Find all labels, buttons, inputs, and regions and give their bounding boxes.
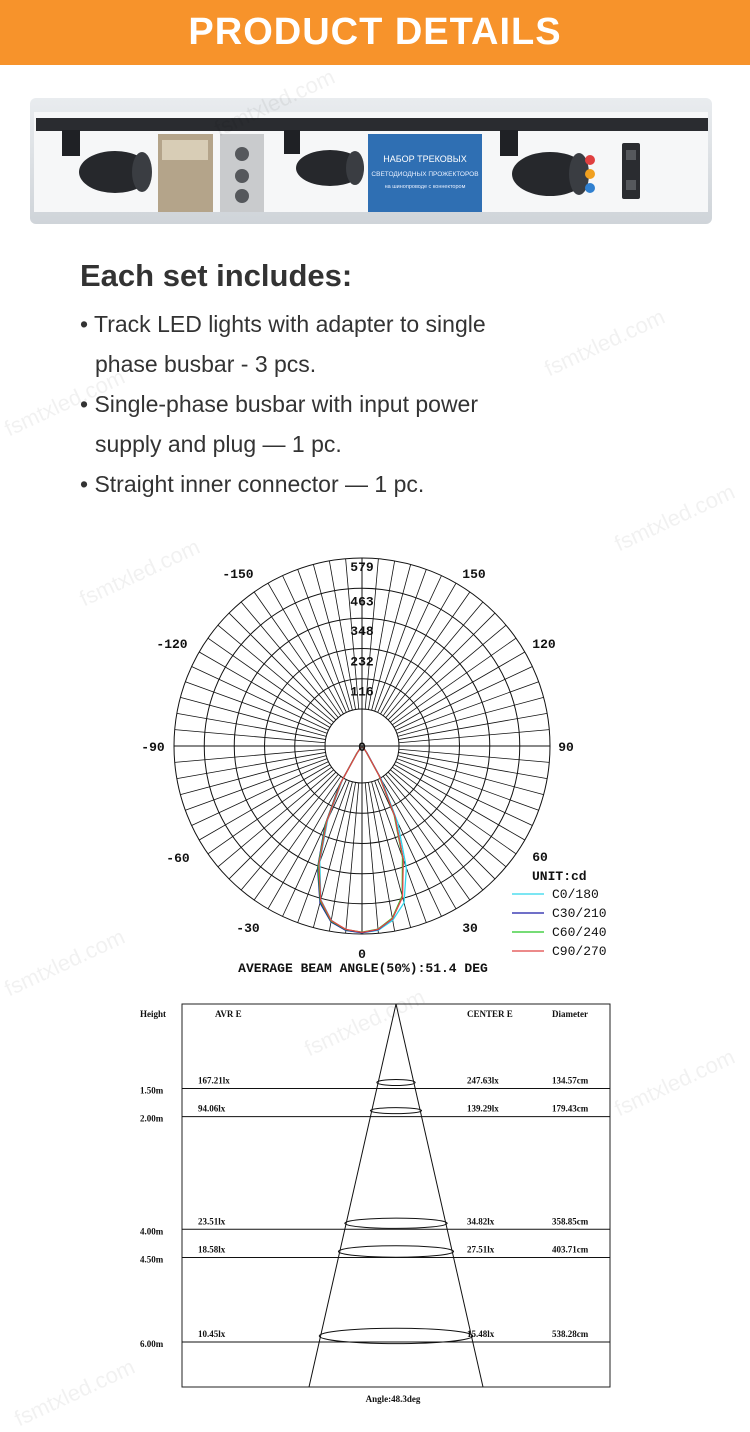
grid-spoke bbox=[392, 638, 516, 725]
grid-spoke bbox=[180, 756, 326, 795]
angle-tick-label: -150 bbox=[222, 567, 254, 582]
grid-spoke bbox=[241, 602, 338, 718]
column-header-height: Height bbox=[140, 1009, 166, 1019]
watermark: fsmtxled.com bbox=[300, 983, 429, 1062]
grid-spoke bbox=[378, 576, 442, 713]
row-avr-e: 94.06lx bbox=[198, 1103, 226, 1114]
watermark: fsmtxled.com bbox=[540, 303, 669, 382]
grid-spoke bbox=[383, 592, 470, 716]
packaging-label-title: НАБОР ТРЕКОВЫХ bbox=[383, 154, 467, 164]
list-item bbox=[80, 384, 478, 464]
polar-labels bbox=[141, 560, 586, 962]
angle-tick-label: 60 bbox=[532, 850, 548, 865]
row-avr-e: 10.45lx bbox=[198, 1328, 226, 1339]
header-banner bbox=[0, 0, 750, 65]
page-title: PRODUCT DETAILS bbox=[188, 11, 562, 53]
cone-angle-label: Angle:48.3deg bbox=[365, 1394, 421, 1404]
row-center-e: 27.51lx bbox=[467, 1244, 495, 1255]
beam-ellipse bbox=[370, 1108, 421, 1114]
list-item-line2: phase busbar - 3 pcs. bbox=[95, 351, 317, 377]
includes-heading: Each set includes: bbox=[80, 258, 353, 293]
row-height: 1.50m bbox=[140, 1085, 164, 1096]
beam-ellipse bbox=[345, 1218, 447, 1228]
row-diameter: 538.28cm bbox=[552, 1328, 589, 1339]
angle-tick-label: -30 bbox=[236, 921, 260, 936]
row-height: 4.50m bbox=[140, 1254, 164, 1265]
grid-spoke bbox=[392, 767, 516, 854]
radial-tick-label: 0 bbox=[358, 740, 366, 755]
packaging-label-line2: СВЕТОДИОДНЫХ ПРОЖЕКТОРОВ bbox=[371, 171, 479, 178]
grid-spoke bbox=[192, 667, 329, 731]
grid-spoke bbox=[180, 697, 326, 736]
grid-spoke bbox=[177, 713, 326, 739]
radial-tick-label: 579 bbox=[350, 560, 374, 575]
legend-label: C90/270 bbox=[552, 944, 607, 959]
row-center-e: 34.82lx bbox=[467, 1216, 495, 1227]
angle-tick-label: -90 bbox=[141, 740, 165, 755]
unit-label: UNIT:cd bbox=[532, 869, 587, 884]
row-avr-e: 18.58lx bbox=[198, 1244, 226, 1255]
packaging-label-line3: на шинопроводе с коннектором bbox=[384, 184, 466, 190]
watermark: fsmtxled.com bbox=[610, 1043, 739, 1122]
grid-spoke bbox=[386, 774, 483, 890]
row-avr-e: 23.51lx bbox=[198, 1216, 226, 1227]
row-diameter: 358.85cm bbox=[552, 1216, 589, 1227]
row-center-e: 15.48lx bbox=[467, 1328, 495, 1339]
grid-spoke bbox=[177, 752, 326, 778]
grid-spoke bbox=[383, 776, 470, 900]
grid-spoke bbox=[398, 713, 547, 739]
angle-tick-label: -120 bbox=[156, 637, 188, 652]
angle-tick-label: -60 bbox=[166, 851, 190, 866]
row-height: 2.00m bbox=[140, 1113, 164, 1124]
radial-tick-label: 348 bbox=[350, 624, 374, 640]
grid-spoke bbox=[390, 770, 506, 867]
beam-angle-caption: AVERAGE BEAM ANGLE(50%):51.4 DEG bbox=[238, 961, 488, 976]
legend-label: C30/210 bbox=[552, 906, 607, 921]
grid-spoke bbox=[365, 783, 378, 933]
grid-spoke bbox=[398, 752, 547, 778]
grid-spoke bbox=[396, 762, 533, 826]
grid-spoke bbox=[175, 730, 325, 743]
row-avr-e: 167.21lx bbox=[198, 1075, 230, 1086]
grid-spoke bbox=[175, 749, 325, 762]
grid-spoke bbox=[378, 780, 442, 917]
cone-table bbox=[140, 1009, 589, 1404]
watermark: fsmtxled.com bbox=[0, 363, 129, 442]
list-item-line2: supply and plug — 1 pc. bbox=[95, 431, 342, 457]
row-center-e: 139.29lx bbox=[467, 1103, 499, 1114]
row-center-e: 247.63lx bbox=[467, 1075, 499, 1086]
watermark: fsmtxled.com bbox=[10, 1353, 139, 1432]
legend bbox=[512, 887, 607, 959]
beam-ellipse bbox=[377, 1079, 415, 1085]
angle-tick-label: 30 bbox=[462, 921, 478, 936]
grid-spoke bbox=[218, 625, 334, 722]
row-diameter: 179.43cm bbox=[552, 1103, 589, 1114]
grid-spoke bbox=[396, 667, 533, 731]
angle-tick-label: 120 bbox=[532, 637, 556, 652]
grid-spoke bbox=[208, 767, 332, 854]
watermark: fsmtxled.com bbox=[0, 923, 129, 1002]
radial-tick-label: 116 bbox=[350, 684, 374, 700]
row-height: 4.00m bbox=[140, 1226, 164, 1237]
row-diameter: 134.57cm bbox=[552, 1075, 589, 1086]
busbar bbox=[36, 118, 708, 131]
list-item-line1: • Track LED lights with adapter to single bbox=[80, 311, 486, 337]
grid-spoke bbox=[254, 776, 341, 900]
row-height: 6.00m bbox=[140, 1338, 164, 1349]
grid-spoke bbox=[372, 564, 411, 710]
illuminance-cone-diagram bbox=[130, 998, 620, 1410]
radial-tick-label: 463 bbox=[350, 594, 374, 610]
legend-label: C60/240 bbox=[552, 925, 607, 940]
column-header-center: CENTER E bbox=[467, 1009, 513, 1019]
grid-spoke bbox=[390, 625, 506, 722]
column-header-diameter: Diameter bbox=[552, 1009, 588, 1019]
list-item bbox=[80, 304, 486, 384]
column-header-avr: AVR E bbox=[215, 1009, 242, 1019]
grid-spoke bbox=[398, 756, 544, 795]
row-diameter: 403.71cm bbox=[552, 1244, 589, 1255]
grid-spoke bbox=[346, 783, 359, 933]
grid-spoke bbox=[283, 780, 347, 917]
grid-spoke bbox=[283, 576, 347, 713]
polar-intensity-chart bbox=[120, 540, 640, 980]
beam-ellipse bbox=[319, 1328, 473, 1343]
diagram-frame bbox=[182, 1004, 610, 1387]
angle-tick-label: 90 bbox=[558, 740, 574, 755]
grid-spoke bbox=[399, 730, 549, 743]
radial-tick-label: 232 bbox=[350, 654, 374, 670]
grid-spoke bbox=[399, 749, 549, 762]
grid-spoke bbox=[398, 697, 544, 736]
grid-spoke bbox=[313, 564, 352, 710]
cone-lines bbox=[182, 1004, 610, 1387]
grid-spoke bbox=[208, 638, 332, 725]
list-item-line1: • Straight inner connector — 1 pc. bbox=[80, 471, 425, 497]
grid-spoke bbox=[192, 762, 329, 826]
grid-spoke bbox=[254, 592, 341, 716]
grid-spoke bbox=[386, 602, 483, 718]
watermark: fsmtxled.com bbox=[75, 533, 204, 612]
legend-label: C0/180 bbox=[552, 887, 599, 902]
angle-tick-label: 0 bbox=[358, 947, 366, 962]
angle-tick-label: 150 bbox=[462, 567, 486, 582]
connector-plug bbox=[622, 143, 640, 199]
list-item bbox=[80, 464, 424, 504]
beam-ellipse bbox=[338, 1246, 453, 1258]
grid-spoke bbox=[218, 770, 334, 867]
product-photo bbox=[30, 98, 712, 224]
list-item-line1: • Single-phase busbar with input power bbox=[80, 391, 479, 417]
watermark: fsmtxled.com bbox=[610, 478, 739, 557]
